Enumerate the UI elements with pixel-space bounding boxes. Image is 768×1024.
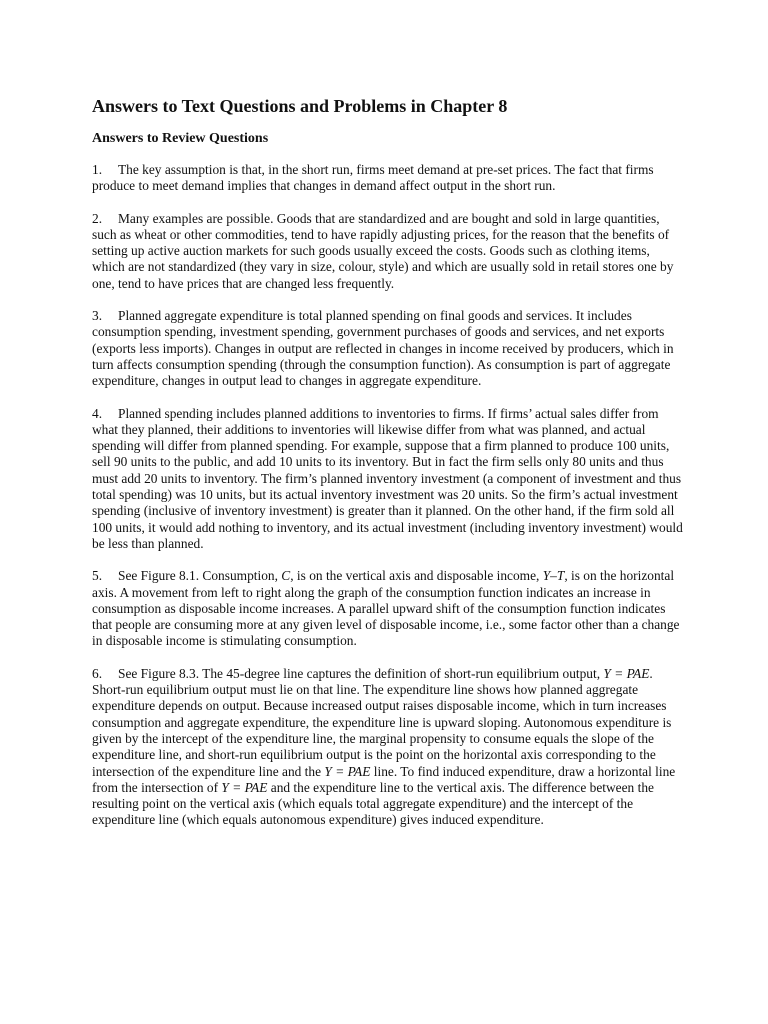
answer-text: The key assumption is that, in the short run, firms meet demand at pre-set prices. The fact that firms produce to meet demand implies that changes in demand affect output in the short run. — [92, 162, 654, 194]
answer-text: , is on the horizontal axis. A movement from left to right along the graph of the consumption function indicates an increase in consumption as disposable income increases. A parallel upward shift of the consumption function indicates that people are consuming more at any given level of disposable income, i.e., some factor other than a change in disposable income is stimulating consumption. — [92, 568, 680, 649]
answer-paragraph — [92, 162, 684, 195]
answer-number: 3. — [92, 308, 103, 324]
italic-term: Y = PAE — [221, 779, 268, 795]
italic-term: Y = PAE — [603, 665, 650, 681]
answer-number: 5. — [92, 568, 103, 584]
answer-number: 2. — [92, 210, 103, 226]
answer-text: Many examples are possible. Goods that are standardized and are bought and sold in large quantities, such as wheat or other commodities, tend to have rapidly adjusting prices, for the reason that the benefits of setting up active auction markets for such goods usually exceed the costs. Goods such as clothing items, which are not standardized (they vary in size, colour, style) and which are usually sold in retail stores one by one, tend to have prices that are changed less frequently. — [92, 210, 674, 291]
answers-list — [92, 162, 684, 829]
answer-number: 6. — [92, 665, 103, 681]
answer-number: 1. — [92, 162, 103, 177]
answer-paragraph — [92, 406, 684, 553]
answer-text: and the expenditure line to the vertical axis. The difference between the resulting point on the vertical axis (which equals total aggregate expenditure) and the intercept of the expenditure line (which equals autonomous expenditure) gives induced expenditure. — [92, 779, 654, 828]
italic-term: Y–T — [542, 568, 565, 584]
answer-text: . Short-run equilibrium output must lie on that line. The expenditure line shows how planned aggregate expenditure depends on output. Because increased output raises disposable income, which in turn increases consumption and aggregate expenditure, the expenditure line is upward sloping. Autonomous expenditure is given by the intercept of the expenditure line, the marginal propensity to consume equals the slope of the expenditure line, and short-run equilibrium output is the point on the horizontal axis corresponding to the intersection of the expenditure line and the — [92, 665, 672, 779]
answer-paragraph — [92, 666, 684, 829]
answer-paragraph — [92, 211, 684, 292]
answer-text: , is on the vertical axis and disposable income, — [290, 568, 543, 584]
answer-text: Planned aggregate expenditure is total planned spending on final goods and services. It includes consumption spending, investment spending, government purchases of goods and services, and net exports (exports less imports). Changes in output are reflected in changes in income received by producers, which in turn affects consumption spending (through the consumption function). As consumption is part of aggregate expenditure, changes in output lead to changes in aggregate expenditure. — [92, 308, 674, 389]
answer-text: See Figure 8.1. Consumption, — [118, 568, 282, 584]
document-title: Answers to Text Questions and Problems in Chapter 8 — [92, 96, 508, 116]
italic-term: Y = PAE — [324, 763, 371, 779]
document-page — [92, 96, 684, 845]
italic-term: C — [281, 568, 291, 584]
section-heading: Answers to Review Questions — [92, 131, 269, 146]
answer-paragraph — [92, 568, 684, 649]
answer-text: See Figure 8.3. The 45-degree line captures the definition of short-run equilibrium output, — [118, 665, 604, 681]
answer-text: Planned spending includes planned additions to inventories to firms. If firms’ actual sales differ from what they planned, their additions to inventories will likewise differ from what was planned, and actual spending will differ from planned spending. For example, suppose that a firm planned to produce 100 units, sell 90 units to the public, and add 10 units to its inventory. But in fact the firm sells only 80 units and thus must add 20 units to inventory. The firm’s planned inventory investment (a component of investment and thus total spending) was 10 units, but its actual inventory investment was 20 units. So the firm’s actual investment spending (inclusive of inventory investment) is greater than it planned. On the other hand, if the firm sold all 100 units, it would add nothing to inventory, and its actual investment (including inventory investment) would be less than planned. — [92, 405, 683, 551]
answer-paragraph — [92, 308, 684, 389]
answer-text: line. To find induced expenditure, draw a horizontal line from the intersection of — [92, 763, 676, 795]
answer-number: 4. — [92, 405, 103, 421]
